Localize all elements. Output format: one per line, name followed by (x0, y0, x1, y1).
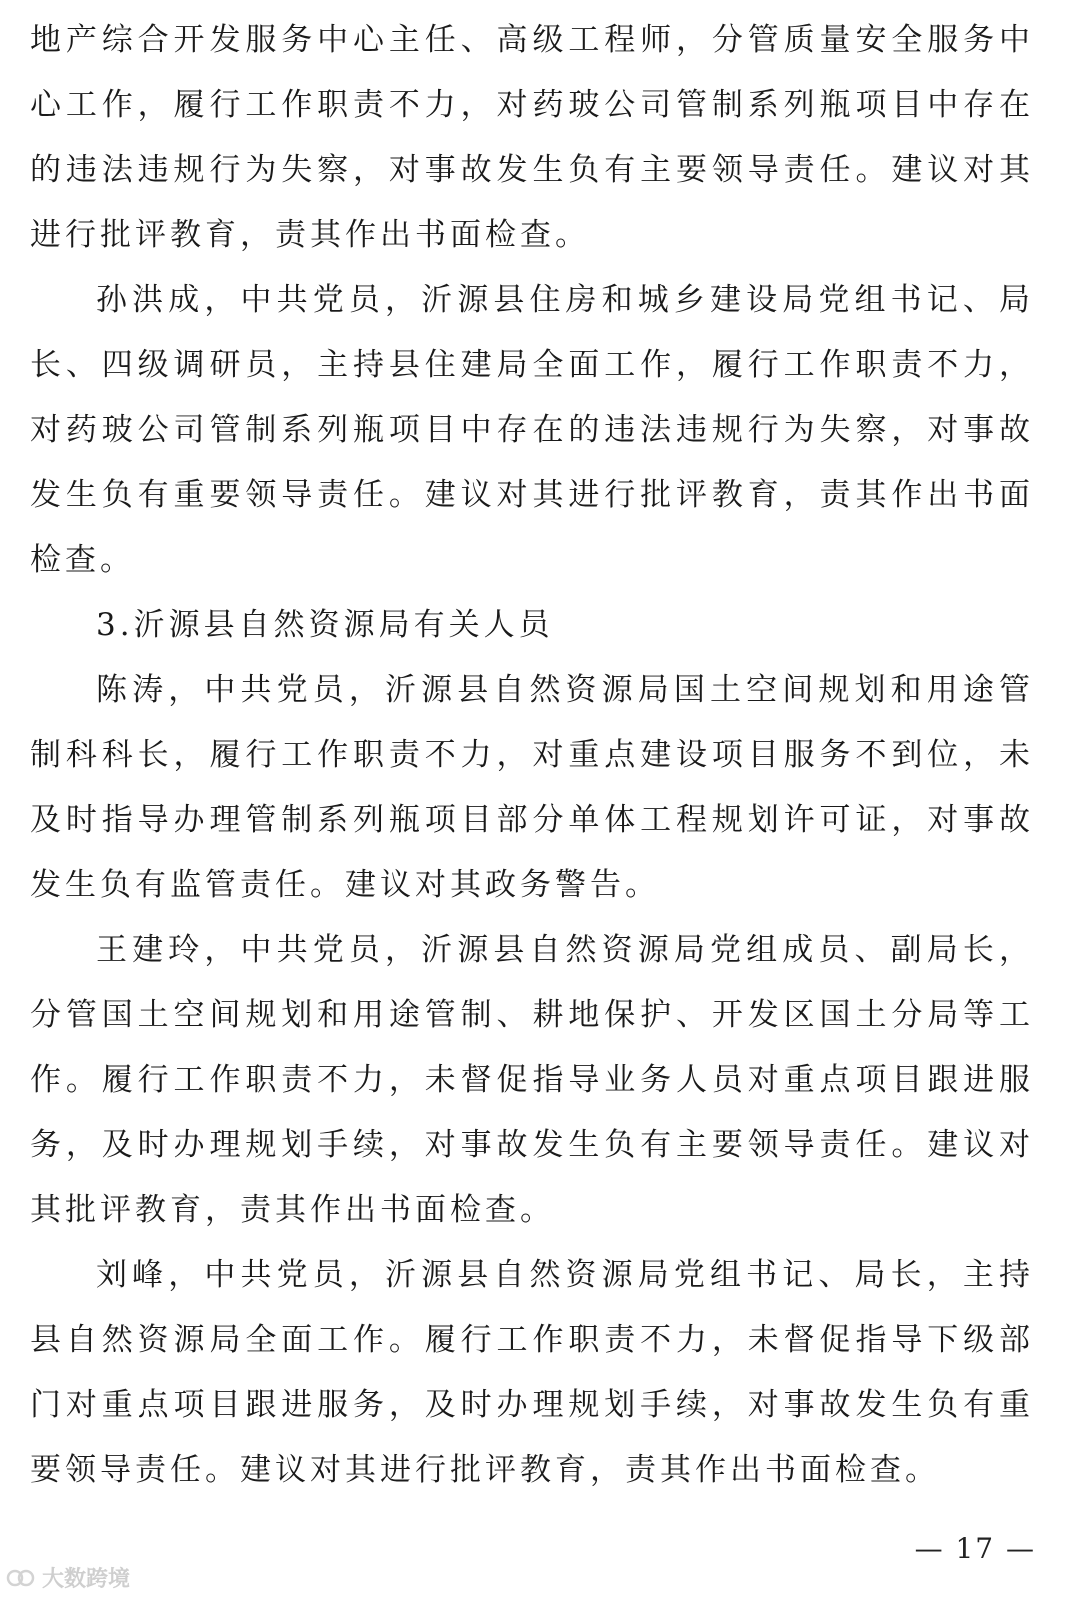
watermark-logo-icon (6, 1567, 36, 1589)
document-body (30, 8, 1034, 1503)
paragraph: 陈涛，中共党员，沂源县自然资源局国土空间规划和用途管制科科长，履行工作职责不力，对重点建设项目服务不到位，未及时指导办理管制系列瓶项目部分单体工程规划许可证，对事故发生负有监管责任。建议对其政务警告。 (30, 672, 1034, 903)
paragraph: 3.沂源县自然资源局有关人员 (96, 607, 554, 643)
paragraph: 孙洪成，中共党员，沂源县住房和城乡建设局党组书记、局长、四级调研员，主持县住建局全面工作，履行工作职责不力，对药玻公司管制系列瓶项目中存在的违法违规行为失察，对事故发生负有重要领导责任。建议对其进行批评教育，责其作出书面检查。 (30, 282, 1034, 578)
page-number: — 17 — (914, 1532, 1036, 1565)
paragraph: 刘峰，中共党员，沂源县自然资源局党组书记、局长，主持县自然资源局全面工作。履行工作职责不力，未督促指导下级部门对重点项目跟进服务，及时办理规划手续，对事故发生负有重要领导责任。建议对其进行批评教育，责其作出书面检查。 (30, 1257, 1034, 1488)
paragraph: 地产综合开发服务中心主任、高级工程师，分管质量安全服务中心工作，履行工作职责不力，对药玻公司管制系列瓶项目中存在的违法违规行为失察，对事故发生负有主要领导责任。建议对其进行批评教育，责其作出书面检查。 (30, 22, 1034, 253)
paragraph: 王建玲，中共党员，沂源县自然资源局党组成员、副局长，分管国土空间规划和用途管制、耕地保护、开发区国土分局等工作。履行工作职责不力，未督促指导业务人员对重点项目跟进服务，及时办理规划手续，对事故发生负有主要领导责任。建议对其批评教育，责其作出书面检查。 (30, 932, 1034, 1228)
watermark (6, 1562, 130, 1593)
watermark-text: 大数跨境 (42, 1567, 131, 1592)
